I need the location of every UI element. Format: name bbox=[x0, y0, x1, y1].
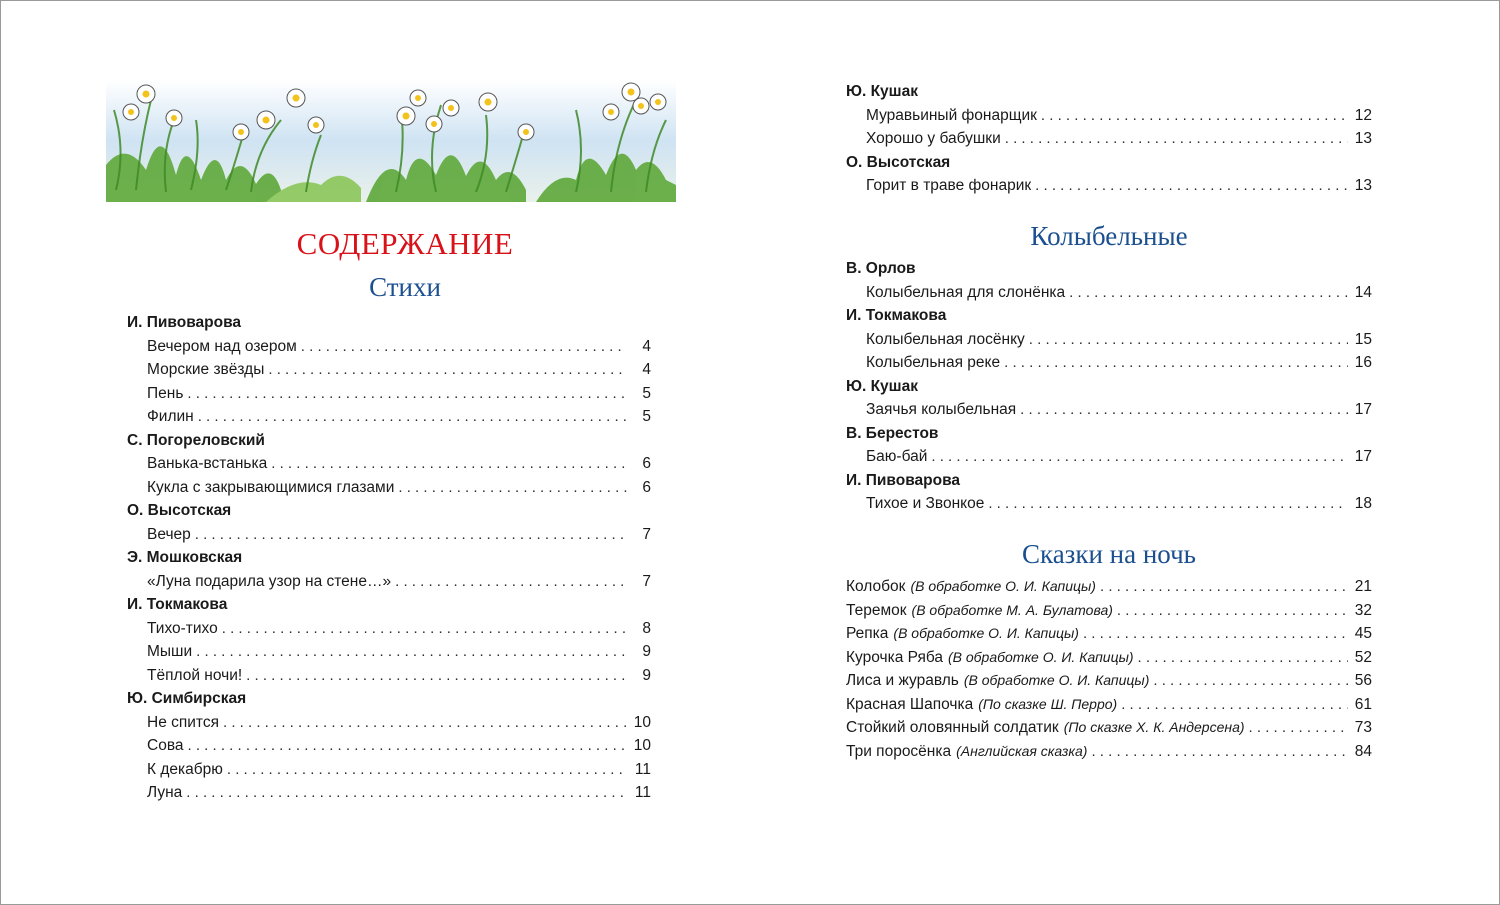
toc-author: И. Пивоварова bbox=[846, 471, 961, 489]
toc-entry-page: 13 bbox=[1354, 130, 1372, 147]
toc-entry-page: 12 bbox=[1354, 106, 1372, 124]
toc-entry-note: (В обработке О. И. Капицы) bbox=[963, 672, 1150, 688]
toc-entry-title: Стойкий оловянный солдатик bbox=[846, 719, 1059, 736]
toc-entry-page: 21 bbox=[1354, 578, 1372, 595]
toc-author: Ю. Кушак bbox=[846, 377, 918, 395]
toc-entry-note: (В обработке О. И. Капицы) bbox=[893, 625, 1079, 641]
toc-entry-page: 11 bbox=[634, 784, 651, 801]
toc-author: С. Погореловский bbox=[127, 431, 265, 449]
toc-entry-title: Красная Шапочка bbox=[846, 695, 974, 713]
toc-entry-page: 4 bbox=[642, 361, 651, 378]
toc-entry[interactable] bbox=[127, 570, 651, 594]
toc-entry-page: 17 bbox=[1354, 448, 1372, 465]
toc-author: Э. Мошковская bbox=[127, 549, 243, 566]
toc-entry[interactable] bbox=[127, 664, 651, 688]
toc-entry-title: «Луна подарила узор на стене…» bbox=[147, 572, 392, 590]
toc-entry-page: 7 bbox=[642, 572, 651, 590]
toc-entry-note: (В обработке М. А. Булатова) bbox=[911, 601, 1113, 618]
toc-entry-title: Три поросёнка bbox=[846, 742, 952, 760]
toc-entry-title: К декабрю bbox=[147, 760, 223, 778]
toc-entry-note: (В обработке О. И. Капицы) bbox=[948, 648, 1134, 665]
toc-entry-page: 18 bbox=[1354, 495, 1372, 512]
toc-entry[interactable] bbox=[127, 781, 651, 805]
toc-entry[interactable] bbox=[846, 281, 1372, 305]
poems-section-title: Стихи bbox=[369, 272, 441, 302]
toc-entry-title: Тихое и Звонкое bbox=[866, 495, 985, 512]
toc-entry-page: 6 bbox=[642, 455, 651, 472]
toc-entry[interactable] bbox=[846, 351, 1372, 375]
toc-entry-page: 45 bbox=[1354, 625, 1372, 642]
toc-entry-title: Лиса и журавль bbox=[846, 672, 959, 689]
toc-entry-page: 8 bbox=[642, 619, 651, 637]
toc-entry-page: 5 bbox=[642, 408, 651, 425]
toc-entry-page: 73 bbox=[1354, 719, 1372, 736]
toc-author: И. Токмакова bbox=[127, 596, 228, 613]
toc-entry[interactable] bbox=[846, 646, 1372, 670]
toc-entry-page: 16 bbox=[1354, 354, 1372, 371]
toc-entry-note: (Английская сказка) bbox=[956, 742, 1088, 759]
toc-entry-page: 7 bbox=[642, 525, 651, 543]
toc-entry-page: 13 bbox=[1354, 177, 1372, 194]
daisy-meadow-illustration bbox=[106, 80, 676, 202]
toc-entry[interactable] bbox=[127, 358, 651, 382]
lullabies-toc bbox=[846, 257, 1372, 516]
toc-author: О. Высотская bbox=[846, 153, 951, 171]
toc-entry-page: 9 bbox=[642, 643, 651, 660]
toc-entry[interactable] bbox=[846, 693, 1372, 717]
toc-entry-page: 52 bbox=[1354, 648, 1372, 666]
toc-entry-title: Кукла с закрывающимися глазами bbox=[147, 478, 395, 496]
toc-entry-page: 32 bbox=[1354, 601, 1372, 619]
contents-title: СОДЕРЖАНИЕ bbox=[296, 226, 514, 261]
toc-entry[interactable] bbox=[127, 758, 651, 782]
toc-entry[interactable] bbox=[127, 523, 651, 547]
toc-entry-page: 4 bbox=[642, 337, 651, 355]
toc-entry-page: 15 bbox=[1354, 330, 1372, 348]
toc-entry-title: Колыбельная для слонёнка bbox=[866, 283, 1066, 301]
toc-entry[interactable] bbox=[846, 740, 1372, 764]
toc-entry-title: Тёплой ночи! bbox=[147, 666, 243, 684]
toc-entry[interactable] bbox=[846, 104, 1372, 128]
toc-entry-title: Пень bbox=[147, 384, 184, 402]
toc-entry[interactable] bbox=[127, 382, 651, 406]
toc-author: В. Берестов bbox=[846, 424, 939, 442]
toc-entry-title: Колыбельная лосёнку bbox=[866, 330, 1025, 348]
toc-entry[interactable] bbox=[127, 476, 651, 500]
toc-author: В. Орлов bbox=[846, 260, 916, 277]
toc-entry-title: Муравьиный фонарщик bbox=[866, 106, 1037, 124]
tales-section-title: Сказки на ночь bbox=[1021, 539, 1196, 569]
toc-entry[interactable] bbox=[127, 734, 651, 758]
toc-entry-title: Ванька-встанька bbox=[147, 455, 268, 472]
toc-entry-title: Тихо-тихо bbox=[147, 619, 218, 637]
toc-entry[interactable] bbox=[846, 599, 1372, 623]
toc-entry[interactable] bbox=[846, 445, 1372, 469]
toc-entry[interactable] bbox=[846, 575, 1372, 599]
toc-author: О. Высотская bbox=[127, 502, 232, 519]
toc-entry-title: Вечером над озером bbox=[147, 337, 297, 355]
lullabies-section-title: Колыбельные bbox=[1030, 221, 1188, 251]
toc-entry-page: 61 bbox=[1354, 695, 1372, 713]
toc-entry-page: 5 bbox=[642, 384, 651, 402]
toc-entry-title: Колобок bbox=[846, 578, 906, 595]
toc-entry-title: Сова bbox=[147, 737, 184, 754]
toc-entry-page: 10 bbox=[633, 737, 651, 754]
poems-toc-left bbox=[127, 311, 651, 805]
toc-entry-page: 56 bbox=[1354, 672, 1372, 689]
toc-entry[interactable] bbox=[846, 716, 1372, 740]
toc-entry-title: Баю-бай bbox=[866, 448, 928, 465]
toc-entry-page: 17 bbox=[1354, 401, 1372, 418]
toc-entry[interactable] bbox=[846, 174, 1372, 198]
toc-entry[interactable] bbox=[846, 398, 1372, 422]
tales-toc bbox=[846, 575, 1372, 763]
toc-entry-note: (По сказке Ш. Перро) bbox=[978, 695, 1118, 712]
toc-entry[interactable] bbox=[846, 622, 1372, 646]
toc-entry-title: Луна bbox=[147, 784, 183, 801]
toc-entry-page: 11 bbox=[634, 760, 651, 778]
toc-entry[interactable] bbox=[846, 492, 1372, 516]
toc-entry-title: Колыбельная реке bbox=[866, 354, 1001, 371]
toc-entry[interactable] bbox=[127, 711, 651, 735]
toc-author: И. Токмакова bbox=[846, 307, 947, 324]
toc-entry-page: 14 bbox=[1354, 283, 1372, 301]
toc-entry-title: Репка bbox=[846, 625, 889, 642]
toc-entry-title: Хорошо у бабушки bbox=[866, 130, 1001, 147]
toc-entry-title: Не спится bbox=[147, 713, 219, 731]
toc-entry-page: 84 bbox=[1354, 742, 1372, 760]
toc-author: Ю. Симбирская bbox=[127, 690, 247, 707]
toc-entry-title: Курочка Ряба bbox=[846, 648, 943, 666]
toc-entry[interactable] bbox=[127, 452, 651, 476]
toc-entry-page: 6 bbox=[642, 478, 651, 496]
toc-entry-title: Заячья колыбельная bbox=[866, 401, 1017, 418]
toc-author: Ю. Кушак bbox=[846, 83, 918, 100]
poems-toc-right bbox=[846, 80, 1372, 198]
toc-entry[interactable] bbox=[846, 328, 1372, 352]
toc-entry[interactable] bbox=[846, 669, 1372, 693]
toc-entry-title: Мыши bbox=[147, 643, 193, 660]
toc-entry-title: Морские звёзды bbox=[147, 361, 265, 378]
toc-entry-page: 9 bbox=[642, 666, 651, 684]
toc-entry-note: (В обработке О. И. Капицы) bbox=[910, 578, 1096, 594]
toc-entry[interactable] bbox=[846, 127, 1372, 151]
toc-author: И. Пивоварова bbox=[127, 314, 242, 331]
toc-entry-note: (По сказке Х. К. Андерсена) bbox=[1063, 719, 1245, 735]
toc-entry-title: Горит в траве фонарик bbox=[866, 177, 1032, 194]
toc-entry-page: 10 bbox=[633, 713, 651, 731]
toc-entry-title: Филин bbox=[147, 408, 194, 425]
toc-entry[interactable] bbox=[127, 335, 651, 359]
toc-entry-title: Теремок bbox=[846, 601, 907, 619]
toc-entry[interactable] bbox=[127, 617, 651, 641]
toc-entry[interactable] bbox=[127, 640, 651, 664]
toc-entry-title: Вечер bbox=[147, 525, 191, 543]
toc-entry[interactable] bbox=[127, 405, 651, 429]
